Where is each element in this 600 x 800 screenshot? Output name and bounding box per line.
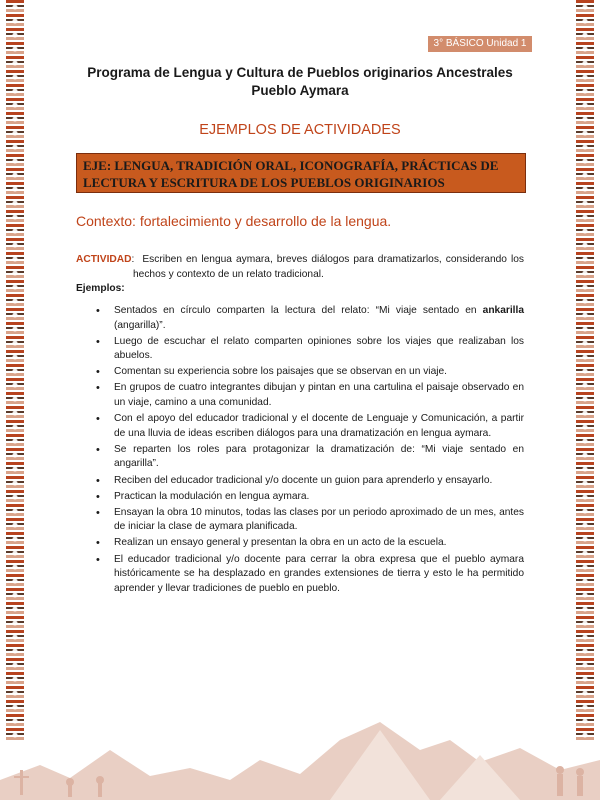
program-title xyxy=(40,64,560,100)
eje-box: EJE: LENGUA, TRADICIÓN ORAL, ICONOGRAFÍA, PRÁCTICAS DE LECTURA Y ESCRITURA DE LOS PUEBLOS ORIGINARIOS xyxy=(76,153,526,193)
actividad-text: Escriben en lengua aymara, breves diálogos para dramatizarlos, considerando los hechos y contexto de un relato tradicional. xyxy=(133,254,524,280)
program-title-line2: Pueblo Aymara xyxy=(251,83,349,98)
list-item: • Practican la modulación en lengua aymara. xyxy=(96,490,524,505)
list-item: • Con el apoyo del educador tradicional y el docente de Lenguaje y Comunicación, a partir de una lluvia de ideas escriben diálogos para una dramatización en lengua aymara. xyxy=(96,412,524,441)
list-item: • Comentan su experiencia sobre los paisajes que se observan en un viaje. xyxy=(96,365,524,380)
actividad-paragraph: ACTIVIDAD: Escriben en lengua aymara, breves diálogos para dramatizarlos, considerando los hechos y contexto de un relato tradicional. xyxy=(76,254,524,280)
section-title: EJEMPLOS DE ACTIVIDADES xyxy=(199,122,401,138)
list-item: • Ensayan la obra 10 minutos, todas las clases por un periodo aproximado de un mes, antes de iniciar la clase de aymara planificada. xyxy=(96,506,524,535)
examples-list xyxy=(96,304,524,598)
decorative-border-right xyxy=(576,0,594,740)
list-item: • En grupos de cuatro integrantes dibujan y pintan en una cartulina el paisaje observado en un viaje, camino a una comunidad. xyxy=(96,381,524,410)
list-item: • Sentados en círculo comparten la lectura del relato: “Mi viaje sentado en ankarilla (angarilla)”. xyxy=(96,304,524,333)
list-item: • Luego de escuchar el relato comparten opiniones sobre los viajes que realizaban los abuelos. xyxy=(96,335,524,364)
footer-landscape-illustration xyxy=(0,710,600,800)
program-title-line1: Programa de Lengua y Cultura de Pueblos originarios Ancestrales xyxy=(87,65,513,80)
contexto-heading: Contexto: fortalecimiento y desarrollo de la lengua. xyxy=(76,213,392,229)
list-item: • Se reparten los roles para protagonizar la dramatización de: “Mi viaje sentado en angarilla”. xyxy=(96,443,524,472)
ejemplos-label: Ejemplos: xyxy=(76,283,125,294)
grade-unit-badge: 3° BÁSICO Unidad 1 xyxy=(428,36,532,52)
list-item: • Realizan un ensayo general y presentan la obra en un acto de la escuela. xyxy=(96,536,524,551)
actividad-label: ACTIVIDAD xyxy=(76,254,132,265)
list-item: • El educador tradicional y/o docente para cerrar la obra expresa que el pueblo aymara históricamente se ha desplazado en grandes extensiones de tierra y esto le ha permitido aprender y llevar tradiciones de pueblo en pueblo. xyxy=(96,553,524,597)
decorative-border-left xyxy=(6,0,24,740)
list-item: • Reciben del educador tradicional y/o docente un guion para aprenderlo y ensayarlo. xyxy=(96,474,524,489)
